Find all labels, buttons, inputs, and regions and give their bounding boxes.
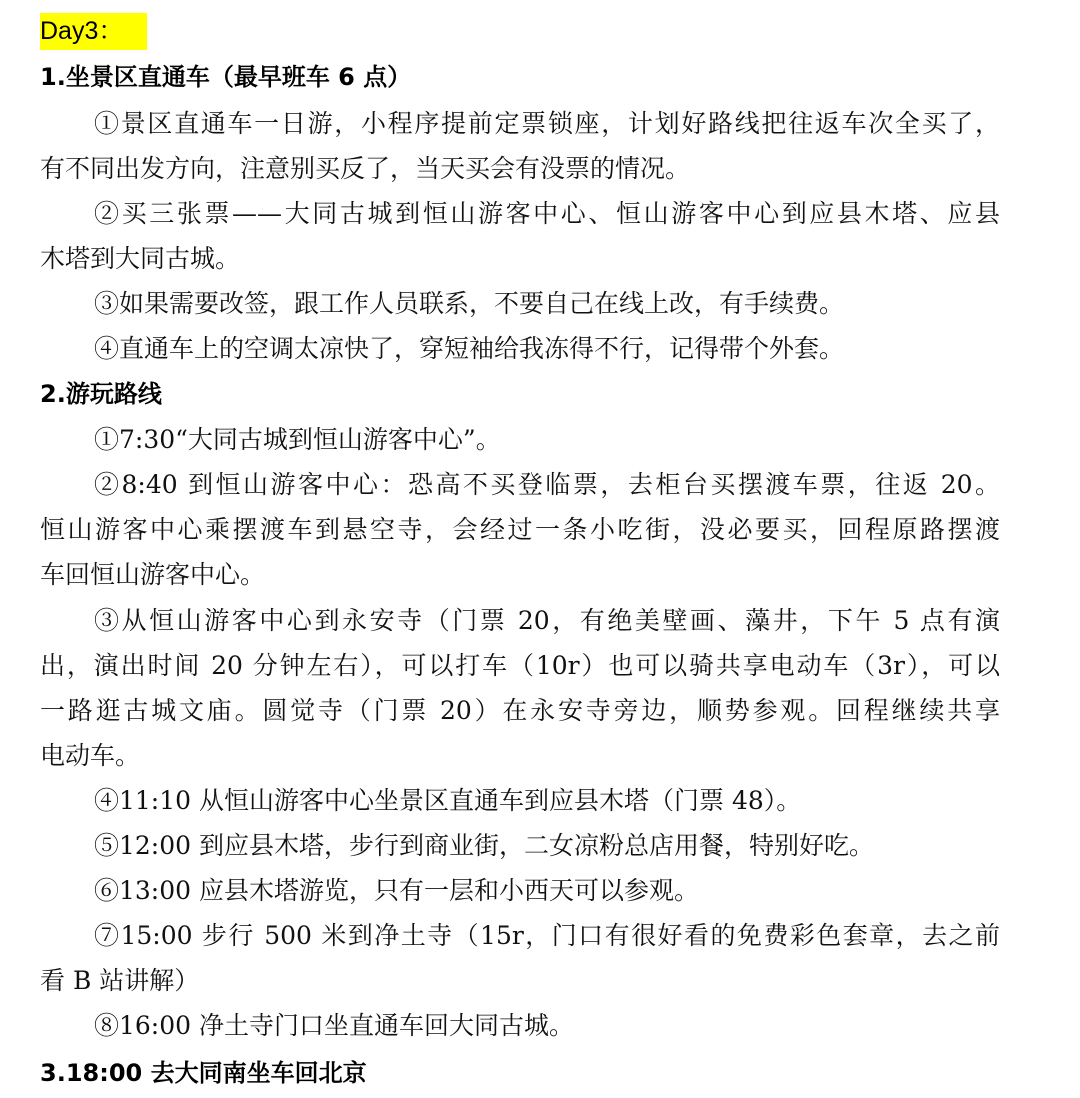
paragraph-line: 看 B 站讲解） bbox=[40, 966, 200, 995]
paragraph-line: ②买三张票——大同古城到恒山游客中心、恒山游客中心到应县木塔、应县 bbox=[94, 199, 1000, 228]
paragraph-line: ⑧16:00 净土寺门口坐直通车回大同古城。 bbox=[94, 1011, 574, 1040]
paragraph-line: 电动车。 bbox=[40, 741, 141, 770]
paragraph-line: ①7:30“大同古城到恒山游客中心”。 bbox=[94, 425, 501, 454]
paragraph-line: 车回恒山游客中心。 bbox=[40, 560, 266, 589]
paragraph-line: ③如果需要改签，跟工作人员联系，不要自己在线上改，有手续费。 bbox=[94, 289, 845, 318]
paragraph-line: 恒山游客中心乘摆渡车到悬空寺，会经过一条小吃街，没必要买，回程原路摆渡 bbox=[40, 515, 1000, 544]
paragraph-line: ⑥13:00 应县木塔游览，只有一层和小西天可以参观。 bbox=[94, 876, 699, 905]
paragraph-line: ⑤12:00 到应县木塔，步行到商业街，二女凉粉总店用餐，特别好吃。 bbox=[94, 831, 874, 860]
paragraph-line: ⑦15:00 步行 500 米到净土寺（15r，门口有很好看的免费彩色套章，去之前 bbox=[94, 921, 1000, 950]
day-title: Day3： bbox=[40, 13, 147, 50]
paragraph-line: ②8:40 到恒山游客中心：恐高不买登临票，去柜台买摆渡车票，往返 20。 bbox=[94, 470, 1000, 499]
section-heading-1: 1.坐景区直通车（最早班车 6 点） bbox=[40, 63, 412, 91]
section-heading-2: 2.游玩路线 bbox=[40, 380, 162, 408]
paragraph-line: 一路逛古城文庙。圆觉寺（门票 20）在永安寺旁边，顺势参观。回程继续共享 bbox=[40, 696, 1000, 725]
paragraph-line: 出，演出时间 20 分钟左右），可以打车（10r）也可以骑共享电动车（3r），可以 bbox=[40, 651, 1000, 680]
paragraph-line: 有不同出发方向，注意别买反了，当天买会有没票的情况。 bbox=[40, 154, 691, 183]
paragraph-line: ④直通车上的空调太凉快了，穿短袖给我冻得不行，记得带个外套。 bbox=[94, 334, 845, 363]
section-heading-3: 3.18:00 去大同南坐车回北京 bbox=[40, 1059, 367, 1087]
paragraph-line: ④11:10 从恒山游客中心坐景区直通车到应县木塔（门票 48）。 bbox=[94, 786, 802, 815]
paragraph-line: ③从恒山游客中心到永安寺（门票 20，有绝美壁画、藻井，下午 5 点有演 bbox=[94, 606, 1000, 635]
paragraph-line: 木塔到大同古城。 bbox=[40, 244, 241, 273]
paragraph-line: ①景区直通车一日游，小程序提前定票锁座，计划好路线把往返车次全买了， bbox=[94, 109, 1000, 138]
